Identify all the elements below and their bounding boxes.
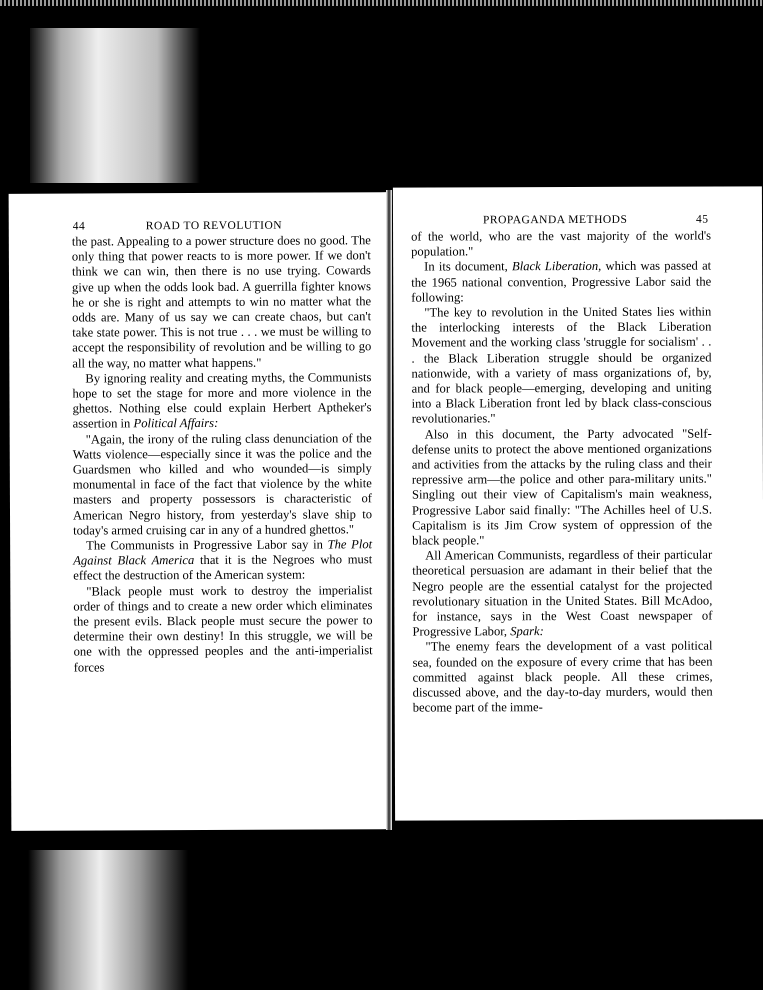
running-head-left: ROAD TO REVOLUTION bbox=[145, 219, 283, 233]
page-number-left: 44 bbox=[72, 220, 86, 233]
paragraph: of the world, who are the vast majority of the world's population." bbox=[411, 228, 712, 259]
paragraph: The Communists in Progressive Labor say in The Plot Against Black America that it is the Negroes who must effect the destruction of the American system: bbox=[73, 537, 373, 584]
running-head-right: PROPAGANDA METHODS bbox=[482, 213, 628, 227]
right-page bbox=[393, 186, 763, 820]
left-page bbox=[9, 192, 390, 831]
scan-artifact-top bbox=[30, 28, 200, 183]
block-quote: "The enemy fears the development of a vast political sea, founded on the exposure of every crime that has been committed against black people. All these crimes, discussed above, and the day-to-day murders, would then become part of the imme- bbox=[412, 639, 713, 715]
block-quote: "The key to revolution in the United States lies within the interlocking interests of the Black Liberation Movement and the working class 'struggle for socialism' . . . the Black Liberation struggle should be organized nationwide, with a variety of mass organizations of, by, and for black people—emerging, developing and uniting into a Black Liberation front led by black class-conscious revolutionaries." bbox=[411, 304, 712, 427]
right-page-body bbox=[411, 229, 713, 717]
paragraph: By ignoring reality and creating myths, the Communists hope to set the stage for more and more violence in the ghettos. Nothing else could explain Herbert Aptheker's assertion in Political Affairs: bbox=[72, 370, 372, 431]
paragraph: the past. Appealing to a power structure does no good. The only thing that power reacts to is more power. If we don't think we can win, then there is no use trying. Cowards give up when the odds look bad. A guerrilla fighter knows he or she is right and attempts to win no matter what the odds are. Many of us say we can create chaos, but can't take state power. This is not true . . . we must be willing to accept the responsibility of revolution and be willing to go all the way, no matter what happens." bbox=[71, 233, 372, 371]
book-gutter bbox=[386, 190, 392, 830]
paragraph: Also in this document, the Party advocated "Self-defense units to protect the above mentioned organizations and activities from the attacks by the ruling class and their repressive arm—the police and other para-military units." Singling out their view of Capitalism's main weakness, Progressive Labor said finally: "The Achilles heel of U.S. Capitalism is its Jim Crow system of oppression of the black people." bbox=[411, 426, 713, 548]
scan-edge-noise bbox=[0, 0, 763, 6]
block-quote: "Again, the irony of the ruling class denunciation of the Watts violence—especially since it was the police and the Guardsmen who killed and who wounded—is simply monumental in face of the fact that violence by the white masters and property possessors is characteristic of American Negro history, from yesterday's slave ship to today's armed cruising car in any of a hundred ghettos." bbox=[72, 430, 373, 538]
page-number-right: 45 bbox=[695, 213, 709, 226]
paragraph: All American Communists, regardless of their particular theoretical persuasion are adamant in their belief that the Negro people are the essential catalyst for the projected revolutionary situation in the United States. Bill McAdoo, for instance, says in the West Coast newspaper of Progressive Labor, Spark: bbox=[412, 547, 713, 639]
left-page-body bbox=[72, 233, 373, 675]
paragraph: In its document, Black Liberation, which was passed at the 1965 national convention, Progressive Labor said the following: bbox=[411, 258, 712, 305]
scan-artifact-bottom bbox=[28, 850, 188, 990]
block-quote: "Black people must work to destroy the imperialist order of things and to create a new order which eliminates the present evils. Black people must secure the power to determine their own destiny! In this struggle, we will be one with the oppressed peoples and the anti-imperialist forces bbox=[73, 582, 373, 675]
